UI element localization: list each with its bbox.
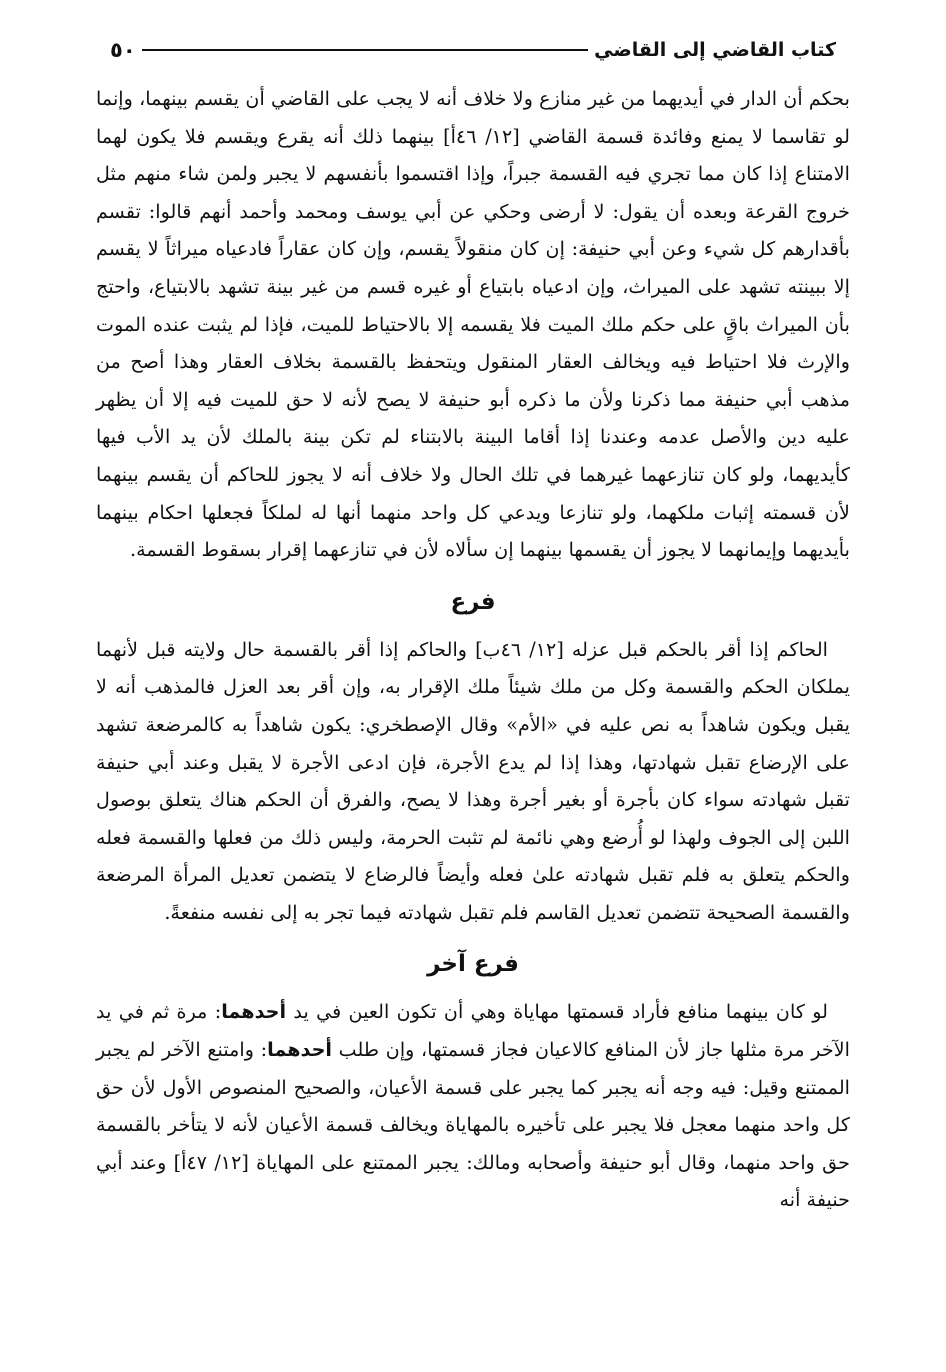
bold-term: أحدهما <box>267 1038 332 1062</box>
paragraph-3-part-3: : وامتنع الآخر لم يجبر الممتنع وقيل: فيه وجه أنه يجبر كما يجبر على قسمة الأعيان، والصحيح المنصوص الأول لأن حق كل واحد منهما معجل فلا يجبر على تأخيره بالمهاياة ويخالف قسمة الأعيان لأنه لا يتأخر بالقسمة حق واحد منهما، وقال أبو حنيفة وأصحابه ومالك: يجبر الممتنع على المهاياة [١٢/ ٤٧أ] وعند أبي حنيفة أنه <box>96 1038 850 1212</box>
paragraph-2 <box>96 631 850 932</box>
paragraph-1 <box>96 80 850 569</box>
book-page <box>96 30 850 1350</box>
paragraph-3-part-2: : مرة ثم في يد الآخر مرة مثلها جاز لأن المنافع كالاعيان فجاز قسمتها، وإن طلب <box>96 1000 851 1062</box>
paragraph-1-text: بحكم أن الدار في أيديهما من غير منازع ولا خلاف أنه لا يجب على القاضي أن يقسم بينهما، وإنما لو تقاسما لا يمنع وفائدة قسمة القاضي [١٢/ ٤٦أ] بينهما ذلك أنه يقرع ويقسم فلا يكون لهما الامتناع إذا كان مما تجري فيه القسمة جبراً، وإذا اقتسموا بأنفسهم لا يجبر ولمن شاء منهم مثل خروج القرعة وبعده أن يقول: لا أرضى وحكي عن أبي يوسف ومحمد وأحمد أنهم قالوا: تقسم بأقدارهم كل شيء وعن أبي حنيفة: إن كان منقولاً يقسم، وإن كان عقاراً فادعياه ميراثاً لا يقسم إلا ببينته تشهد على الميراث، وإن ادعياه بابتياع أو غيره قسم من غير بينة تشهد بالابتياع، واحتج بأن الميراث باقٍ على حكم ملك الميت فلا يقسمه إلا بالاحتياط للميت، فإذا لم يثبت عنده الموت والإرث فلا احتياط فيه ويخالف العقار المنقول ويتحفظ بالقسمة بخلاف العقار وهذا أصح من مذهب أبي حنيفة مما ذكرنا ولأن ما ذكره أبو حنيفة لا يصح لأنه لا حق للميت فيه إلا أن يظهر عليه دين والأصل عدمه وعندنا إذا أقاما البينة بالابتناء لم تكن بينة بالملك لأن يد الأب فيها كأيديهما، ولو كان تنازعهما غيرهما في تلك الحال ولا خلاف أنه لا يجوز للحاكم أن يقسم بينهما لأن قسمته إثبات ملكهما، ولو تنازعا ويدعي كل واحد منهما أنها له لملكاً فجعلها احكام بينهما بأيديهما وإيمانهما لا يجوز أن يقسمها بينهما إن سألاه لأن في تنازعهما إقرار بسقوط القسمة. <box>96 87 850 562</box>
section-heading-far: فرع <box>450 588 496 615</box>
section-heading-far-akhar: فرع آخر <box>427 951 519 978</box>
running-header <box>96 30 850 70</box>
header-rule <box>142 49 589 51</box>
paragraph-3-part-1: لو كان بينهما منافع فأراد قسمتها مهاياة وهي أن تكون العين في يد <box>286 1000 829 1024</box>
paragraph-2-text: الحاكم إذا أقر بالحكم قبل عزله [١٢/ ٤٦ب] والحاكم إذا أقر بالقسمة حال ولايته قبل لأنهما يملكان الحكم والقسمة وكل من ملك شيئاً ملك الإقرار به، وإن أقر بعد العزل فالمذهب أنه لا يقبل ويكون شاهداً به نص عليه في «الأم» وقال الإصطخري: يكون شاهداً به كالمرضعة تشهد على الإرضاع تقبل شهادتها، وهذا إذا لم يدع الأجرة، فإن ادعى الأجرة لا يقبل وعند أبي حنيفة تقبل شهادته سواء كان بأجرة أو بغير أجرة وهذا لا يصح، والفرق أن الحكم هناك يتعلق بوصول اللبن إلى الجوف ولهذا لو أُرضع وهي نائمة لم تثبت الحرمة، وليس ذلك من فعلها والقسمة فعله والحكم يتعلق به فلم تقبل شهادته علىٰ فعله وأيضاً فالرضاع لا يتضمن تعديل المرأة المرضعة والقسمة الصحيحة تتضمن تعديل القاسم فلم تقبل شهادته فيما تجر به إلى نفسه منفعةً. <box>96 637 850 924</box>
paragraph-3 <box>96 993 850 1219</box>
bold-term: أحدهما <box>221 1000 287 1024</box>
book-title: كتاب القاضي إلى القاضي <box>594 39 836 61</box>
page-number: ٥٠ <box>110 38 136 62</box>
